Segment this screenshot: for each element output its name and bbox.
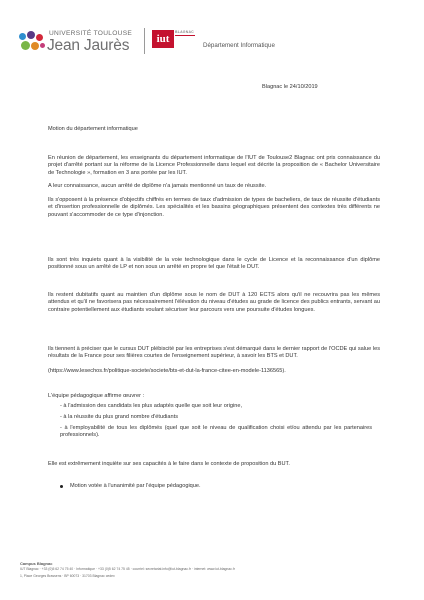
footer-address: 1, Place Georges Brassens · BP 60073 · 31703 Blagnac cedex: [20, 574, 115, 578]
iut-campus-tag: BLAGNAC: [175, 30, 194, 34]
iut-logo-rule: [175, 35, 195, 36]
bullet-icon: [60, 485, 63, 488]
department-name: Département Informatique: [203, 42, 275, 49]
team-intro: L'équipe pédagogique affirme œuvrer :: [48, 393, 145, 399]
team-item-3: - à l'employabilité de tous les diplômés (quel que soit le niveau de qualification choisi et/ou attendu par les partenaires professionnels).: [60, 425, 372, 439]
motion-vote: Motion votée à l'unanimité par l'équipe pédagogique.: [70, 483, 201, 489]
university-logo-icon: [17, 31, 47, 53]
letter-date: Blagnac le 24/10/2019: [262, 84, 318, 90]
paragraph-intro: En réunion de département, les enseignants du département informatique de l'IUT de Toulouse2 Blagnac ont pris connaissance du projet d'arrêté portant sur la réforme de la Licence Professionnelle dans lequel est décrite la proposition de « Bachelor Universitaire de Technologie », formation en 3 ans portée par les IUT.: [48, 155, 380, 176]
closing-statement: Elle est extrêmement inquiète sur ses capacités à le faire dans le contexte de proposition du BUT.: [48, 461, 290, 467]
paragraph-visibility: Ils sont très inquiets quant à la visibilité de la voie technologique dans le cycle de Licence et la reconnaissance d'un diplôme positionné sous un arrêté de LP et non sous un arrêté en propre tel que l'était le DUT.: [48, 257, 380, 271]
team-item-1: - à l'admission des candidats les plus adaptés quelle que soit leur origine,: [60, 403, 243, 409]
paragraph-dut: Ils restent dubitatifs quant au maintien d'un diplôme sous le nom de DUT à 120 ECTS alors qu'il ne recouvrira pas les mêmes attendus et qu'il ne favorisera pas nécessairement l'élévation du niveau d'études au grade de licence des publics entrants, servant au contraire potentiellement aux étudiants voulant sécuriser leur parcours vers une poursuite d'études longues.: [48, 292, 380, 313]
paragraph-ocde: Ils tiennent à préciser que le cursus DUT plébiscité par les entreprises s'est démarqué dans le dernier rapport de l'OCDE qui salue les résultats de la France pour ses filières courtes de l'enseignement supérieur, à savoir les BTS et DUT.: [48, 346, 380, 360]
letter-subject: Motion du département informatique: [48, 126, 138, 132]
footer-contact: IUT Blagnac · +33 (0)5 62 74 75 40 · Informatique · +33 (0)5 62 74 75 45 · courriel: secretariat.info@iut-blagnac.fr · internet: www.iut-blagnac.fr: [20, 567, 235, 571]
university-name-small: UNIVERSITÉ TOULOUSE: [49, 30, 133, 37]
paragraph-objectives: Ils s'opposent à la présence d'objectifs chiffrés en termes de taux d'admission de types de bacheliers, de taux de réussite d'étudiants et d'insertion professionnelle de diplômés. Les spécialités et les bassins géographiques présentent des contextes très différents ne pouvant s'accommoder de ce type d'injonction.: [48, 197, 380, 218]
footer-campus-title: Campus Blagnac: [20, 561, 53, 566]
iut-logo: iut: [152, 30, 174, 48]
team-item-2: - à la réussite du plus grand nombre d'étudiants: [60, 414, 178, 420]
university-name: Jean Jaurès: [47, 37, 130, 54]
header-divider: [144, 28, 145, 54]
ocde-link[interactable]: (https://www.lesechos.fr/politique-societe/societe/bts-et-dut-la-france-citee-en-modele-1136565).: [48, 368, 286, 374]
paragraph-success-rate: A leur connaissance, aucun arrêté de diplôme n'a jamais mentionné un taux de réussite.: [48, 183, 267, 189]
